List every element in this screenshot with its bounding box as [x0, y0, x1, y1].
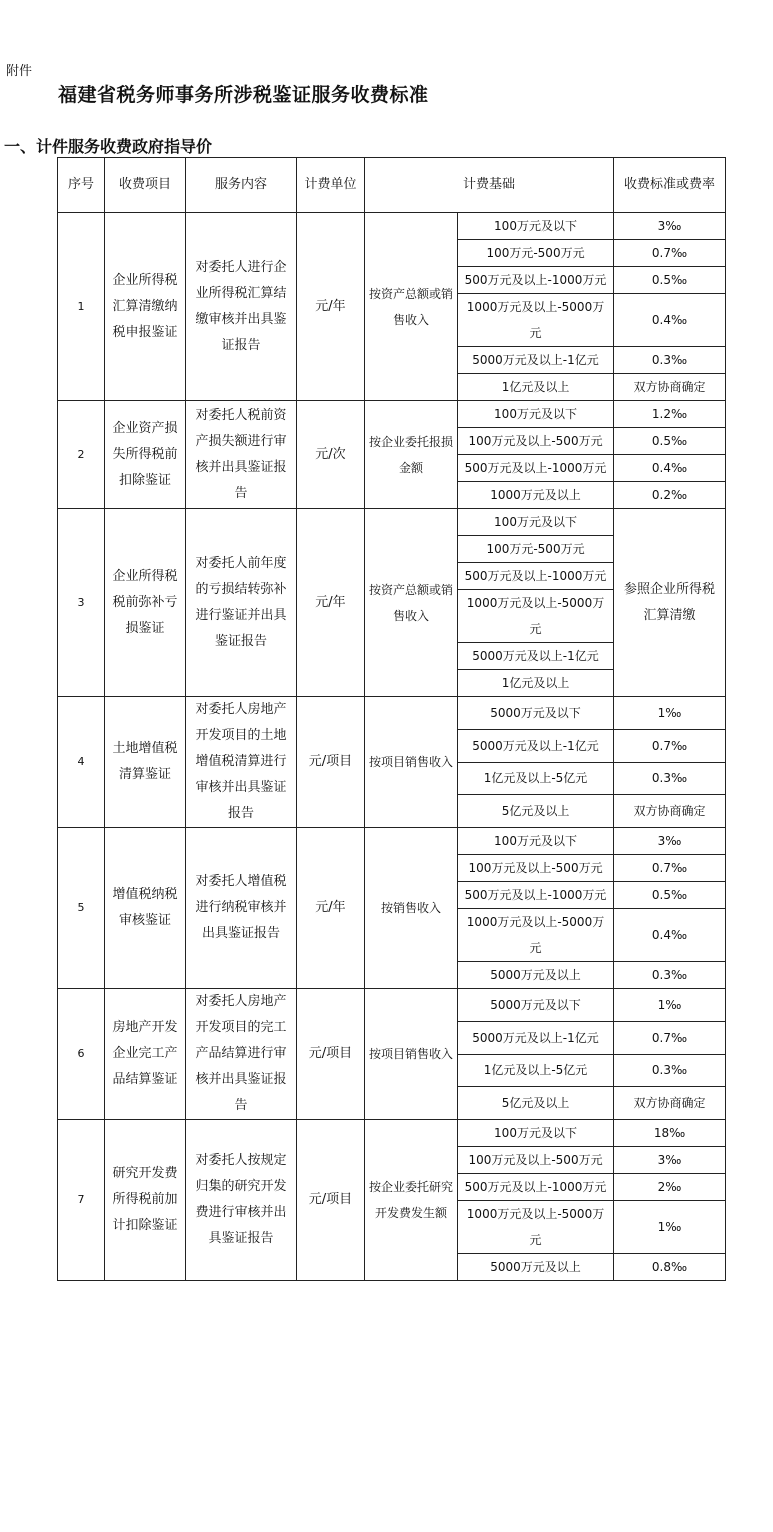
fee-rate-cell: 0.5‰: [614, 267, 726, 294]
tier-range-cell: 100万元及以上-500万元: [458, 428, 614, 455]
tier-range-cell: 5000万元及以上-1亿元: [458, 643, 614, 670]
fee-item-cell: 企业资产损失所得税前扣除鉴证: [105, 401, 186, 509]
table-header-row: [58, 158, 726, 213]
service-content-cell: 对委托人前年度的亏损结转弥补进行鉴证并出具鉴证报告: [186, 509, 297, 697]
attachment-label: 附件: [6, 64, 33, 79]
fee-rate-cell: 0.2‰: [614, 482, 726, 509]
billing-basis-cell: 按资产总额或销售收入: [365, 509, 458, 697]
fee-rate-cell: 双方协商确定: [614, 795, 726, 828]
tier-range-cell: 500万元及以上-1000万元: [458, 267, 614, 294]
tier-range-cell: 5000万元及以上-1亿元: [458, 347, 614, 374]
billing-basis-cell: 按项目销售收入: [365, 697, 458, 828]
table-row: [58, 989, 726, 1022]
tier-range-cell: 1亿元及以上: [458, 670, 614, 697]
tier-range-cell: 5000万元及以上-1亿元: [458, 729, 614, 762]
billing-basis-cell: 按销售收入: [365, 828, 458, 989]
table-row: [58, 828, 726, 855]
service-content-cell: 对委托人税前资产损失额进行审核并出具鉴证报告: [186, 401, 297, 509]
fee-table: [57, 157, 726, 1281]
fee-rate-cell: 3‰: [614, 828, 726, 855]
fee-rate-cell: 1‰: [614, 989, 726, 1022]
billing-unit-cell: 元/次: [297, 401, 365, 509]
tier-range-cell: 1亿元及以上: [458, 374, 614, 401]
tier-range-cell: 100万元及以上-500万元: [458, 855, 614, 882]
column-header: 收费项目: [105, 158, 186, 213]
row-number-cell: 1: [58, 213, 105, 401]
tier-range-cell: 5亿元及以上: [458, 1087, 614, 1120]
table-row: [58, 509, 726, 536]
tier-range-cell: 5亿元及以上: [458, 795, 614, 828]
tier-range-cell: 100万元及以下: [458, 1120, 614, 1147]
billing-basis-cell: 按资产总额或销售收入: [365, 213, 458, 401]
fee-rate-cell: 0.4‰: [614, 294, 726, 347]
column-header: 服务内容: [186, 158, 297, 213]
fee-rate-cell: 双方协商确定: [614, 374, 726, 401]
fee-rate-cell: 参照企业所得税汇算清缴: [614, 509, 726, 697]
tier-range-cell: 1000万元及以上-5000万元: [458, 1201, 614, 1254]
billing-basis-cell: 按项目销售收入: [365, 989, 458, 1120]
fee-rate-cell: 0.3‰: [614, 347, 726, 374]
tier-range-cell: 100万元及以下: [458, 401, 614, 428]
fee-rate-cell: 2‰: [614, 1174, 726, 1201]
tier-range-cell: 500万元及以上-1000万元: [458, 882, 614, 909]
column-header: 计费单位: [297, 158, 365, 213]
fee-rate-cell: 0.7‰: [614, 729, 726, 762]
fee-rate-cell: 0.5‰: [614, 428, 726, 455]
column-header: 序号: [58, 158, 105, 213]
fee-rate-cell: 1.2‰: [614, 401, 726, 428]
tier-range-cell: 1亿元及以上-5亿元: [458, 762, 614, 795]
table-row: [58, 401, 726, 428]
row-number-cell: 3: [58, 509, 105, 697]
tier-range-cell: 1亿元及以上-5亿元: [458, 1054, 614, 1087]
fee-item-cell: 企业所得税税前弥补亏损鉴证: [105, 509, 186, 697]
tier-range-cell: 5000万元及以下: [458, 697, 614, 730]
tier-range-cell: 5000万元及以上-1亿元: [458, 1021, 614, 1054]
fee-rate-cell: 0.3‰: [614, 762, 726, 795]
fee-rate-cell: 0.4‰: [614, 909, 726, 962]
fee-rate-cell: 0.4‰: [614, 455, 726, 482]
table-row: [58, 1120, 726, 1147]
fee-rate-cell: 0.8‰: [614, 1254, 726, 1281]
service-content-cell: 对委托人进行企业所得税汇算结缴审核并出具鉴证报告: [186, 213, 297, 401]
tier-range-cell: 5000万元及以上: [458, 962, 614, 989]
tier-range-cell: 100万元及以下: [458, 213, 614, 240]
tier-range-cell: 100万元及以下: [458, 509, 614, 536]
fee-item-cell: 土地增值税清算鉴证: [105, 697, 186, 828]
row-number-cell: 2: [58, 401, 105, 509]
billing-unit-cell: 元/年: [297, 213, 365, 401]
tier-range-cell: 1000万元及以上-5000万元: [458, 909, 614, 962]
billing-unit-cell: 元/项目: [297, 1120, 365, 1281]
row-number-cell: 4: [58, 697, 105, 828]
tier-range-cell: 100万元-500万元: [458, 240, 614, 267]
tier-range-cell: 500万元及以上-1000万元: [458, 563, 614, 590]
table-row: [58, 213, 726, 240]
billing-unit-cell: 元/年: [297, 509, 365, 697]
column-header: 收费标准或费率: [614, 158, 726, 213]
fee-rate-cell: 0.3‰: [614, 1054, 726, 1087]
fee-rate-cell: 0.3‰: [614, 962, 726, 989]
fee-rate-cell: 1‰: [614, 697, 726, 730]
service-content-cell: 对委托人房地产开发项目的土地增值税清算进行审核并出具鉴证报告: [186, 697, 297, 828]
row-number-cell: 7: [58, 1120, 105, 1281]
billing-basis-cell: 按企业委托研究开发费发生额: [365, 1120, 458, 1281]
billing-unit-cell: 元/项目: [297, 989, 365, 1120]
table-row: [58, 697, 726, 730]
document-title: 福建省税务师事务所涉税鉴证服务收费标准: [58, 84, 429, 106]
fee-item-cell: 增值税纳税审核鉴证: [105, 828, 186, 989]
tier-range-cell: 500万元及以上-1000万元: [458, 1174, 614, 1201]
column-header: 计费基础: [365, 158, 614, 213]
fee-rate-cell: 3‰: [614, 213, 726, 240]
fee-rate-cell: 0.7‰: [614, 240, 726, 267]
billing-basis-cell: 按企业委托报损金额: [365, 401, 458, 509]
fee-rate-cell: 0.7‰: [614, 1021, 726, 1054]
service-content-cell: 对委托人增值税进行纳税审核并出具鉴证报告: [186, 828, 297, 989]
row-number-cell: 6: [58, 989, 105, 1120]
fee-rate-cell: 双方协商确定: [614, 1087, 726, 1120]
tier-range-cell: 5000万元及以下: [458, 989, 614, 1022]
tier-range-cell: 1000万元及以上-5000万元: [458, 590, 614, 643]
fee-rate-cell: 3‰: [614, 1147, 726, 1174]
fee-rate-cell: 18‰: [614, 1120, 726, 1147]
fee-item-cell: 研究开发费所得税前加计扣除鉴证: [105, 1120, 186, 1281]
fee-item-cell: 企业所得税汇算清缴纳税申报鉴证: [105, 213, 186, 401]
tier-range-cell: 100万元-500万元: [458, 536, 614, 563]
service-content-cell: 对委托人房地产开发项目的完工产品结算进行审核并出具鉴证报告: [186, 989, 297, 1120]
fee-rate-cell: 0.5‰: [614, 882, 726, 909]
tier-range-cell: 100万元及以下: [458, 828, 614, 855]
fee-item-cell: 房地产开发企业完工产品结算鉴证: [105, 989, 186, 1120]
service-content-cell: 对委托人按规定归集的研究开发费进行审核并出具鉴证报告: [186, 1120, 297, 1281]
tier-range-cell: 5000万元及以上: [458, 1254, 614, 1281]
tier-range-cell: 100万元及以上-500万元: [458, 1147, 614, 1174]
fee-rate-cell: 0.7‰: [614, 855, 726, 882]
billing-unit-cell: 元/项目: [297, 697, 365, 828]
billing-unit-cell: 元/年: [297, 828, 365, 989]
row-number-cell: 5: [58, 828, 105, 989]
tier-range-cell: 1000万元及以上-5000万元: [458, 294, 614, 347]
tier-range-cell: 500万元及以上-1000万元: [458, 455, 614, 482]
tier-range-cell: 1000万元及以上: [458, 482, 614, 509]
fee-rate-cell: 1‰: [614, 1201, 726, 1254]
section-heading: 一、计件服务收费政府指导价: [4, 137, 213, 156]
